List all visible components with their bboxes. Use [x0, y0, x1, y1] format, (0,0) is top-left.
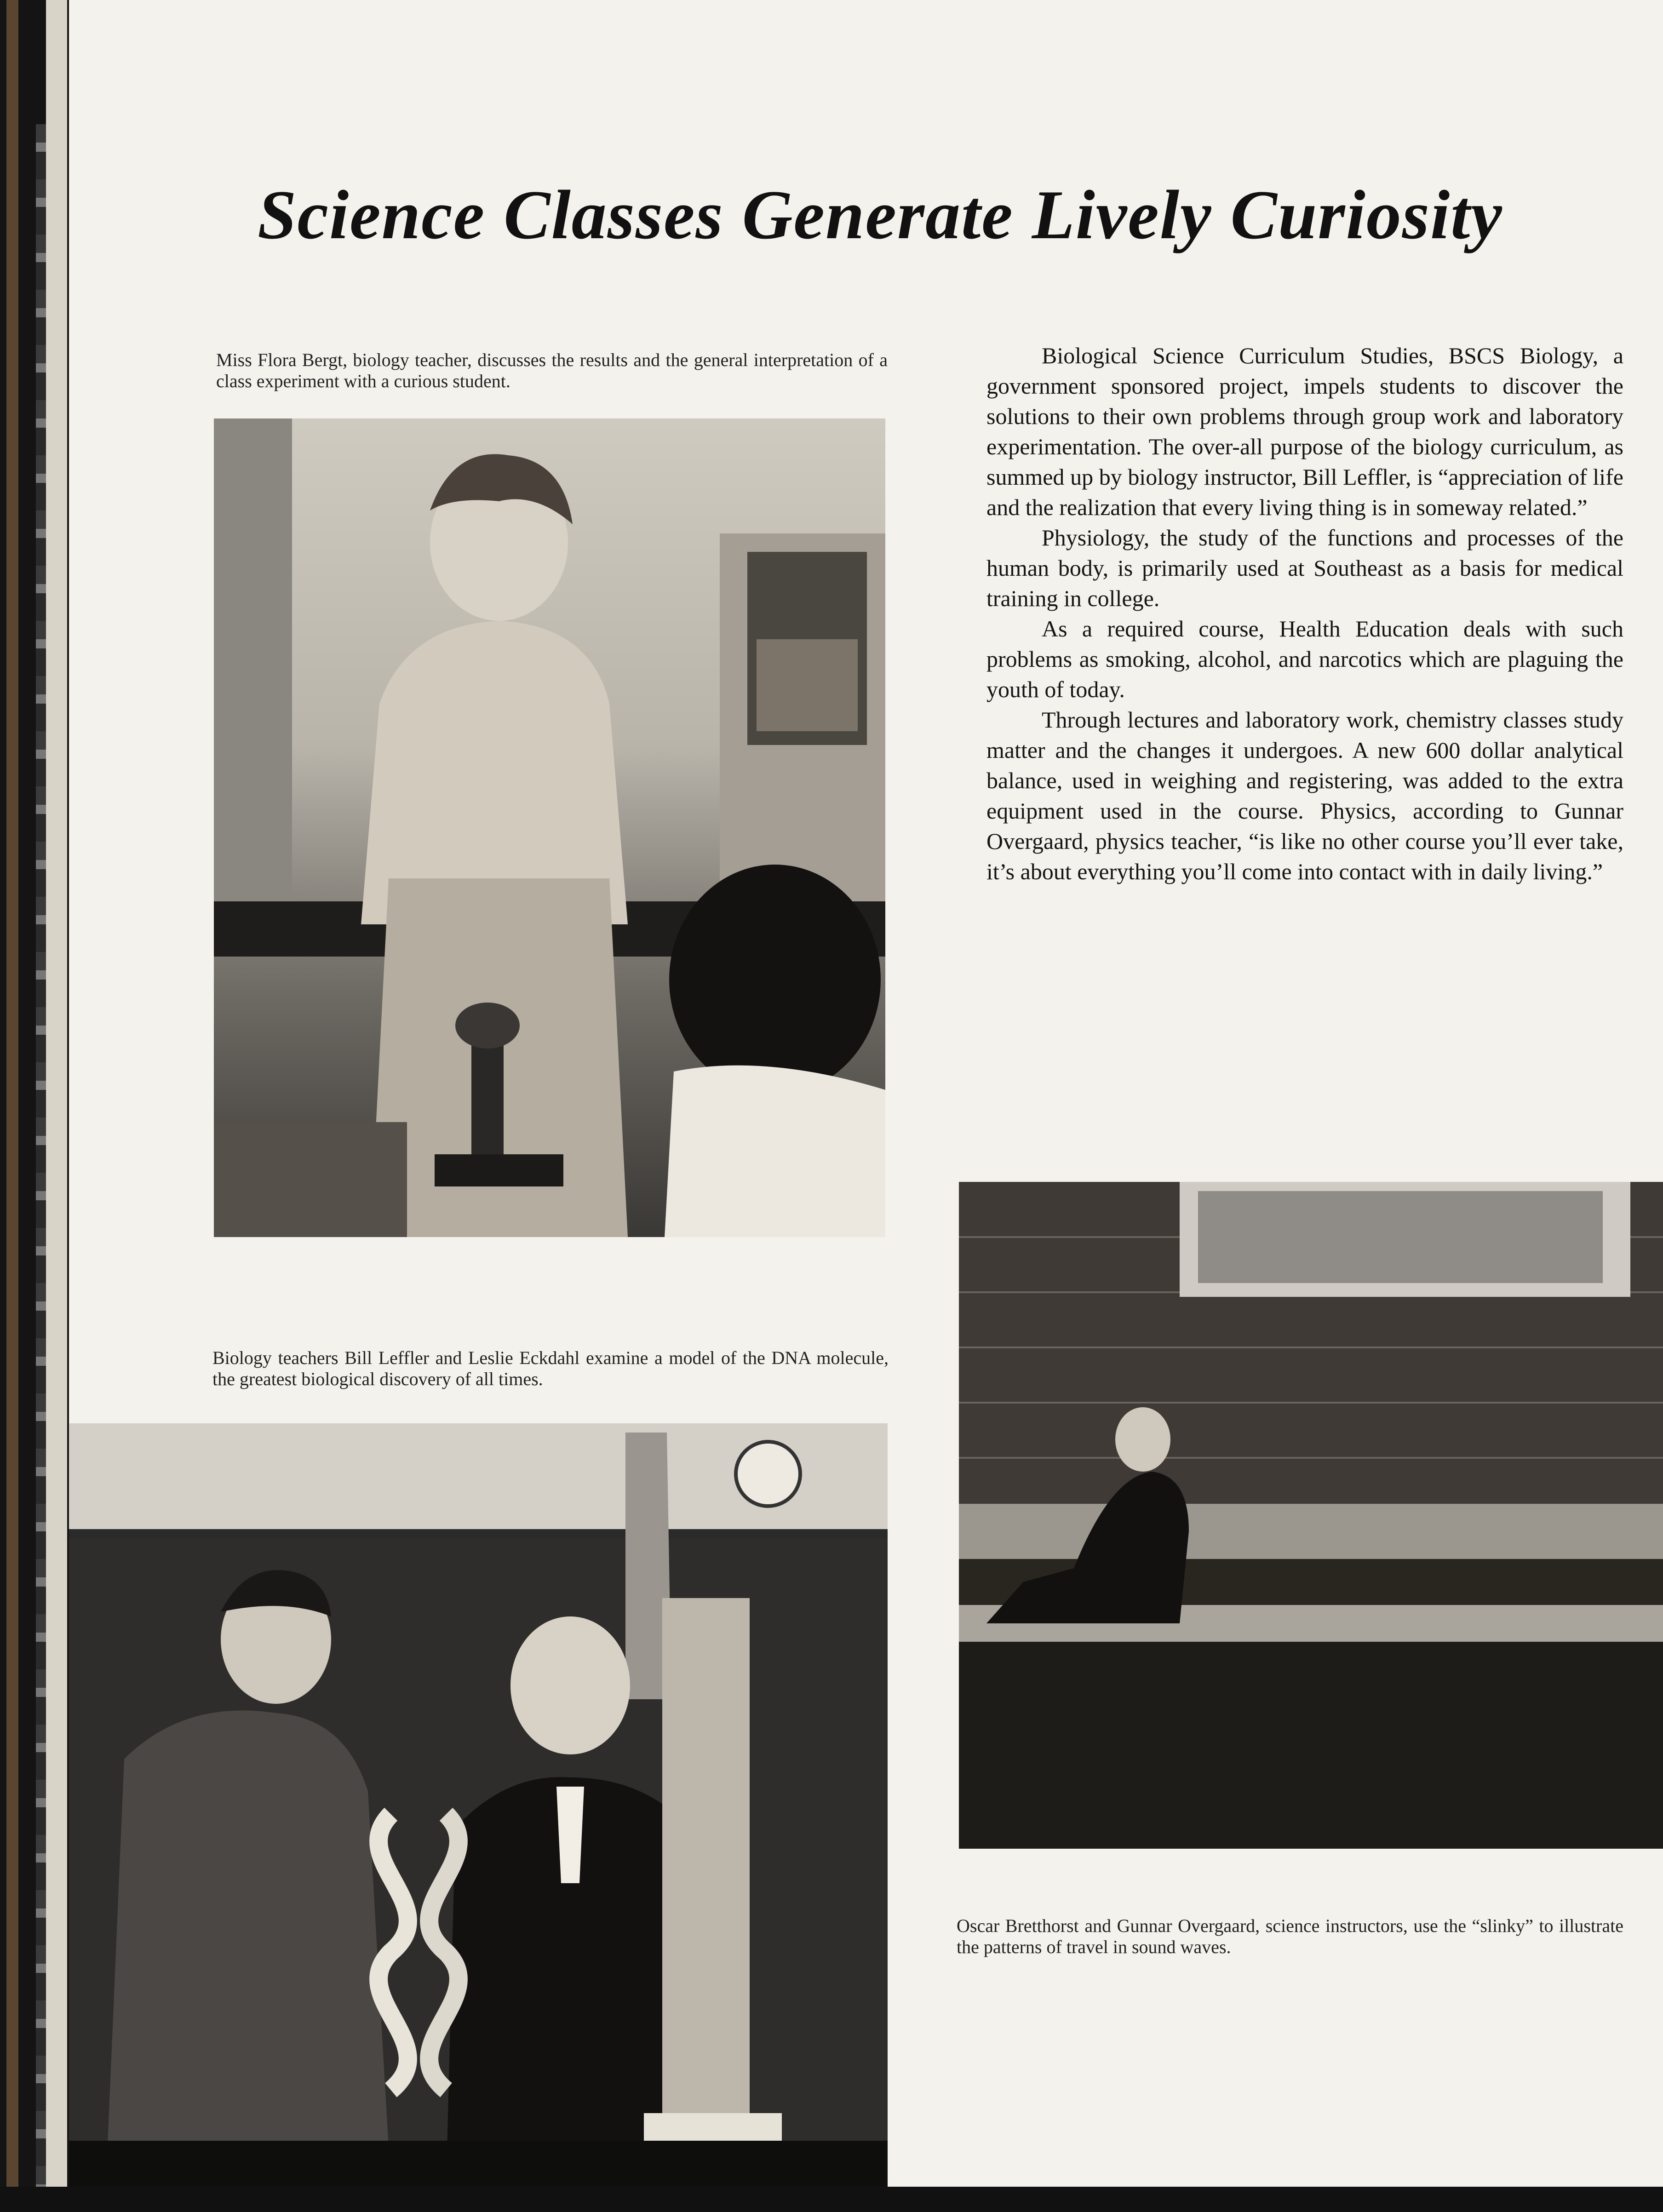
- article-body: [986, 340, 1623, 887]
- photo-biology-teacher-student: [214, 418, 885, 1237]
- page-title: Science Classes Generate Lively Curiosity: [258, 176, 1503, 253]
- article-paragraph: Through lectures and laboratory work, chemistry classes study matter and the changes it undergoes. A new 600 dollar analytical balance, used in weighing and registering, was added to the extra equipment used in the course. Physics, according to Gunnar Overgaard, physics teacher, “is like no other course you’ll ever take, it’s about everything you’ll come into contact with in daily living.”: [986, 707, 1623, 884]
- article-paragraph: Biological Science Curriculum Studies, BSCS Biology, a government sponsored project, impels students to discover the solutions to their own problems through group work and laboratory experimentation. The over-all purpose of the biology curriculum, as summed up by biology instructor, Bill Leffler, is “appreciation of life and the realization that every living thing is in someway related.”: [986, 343, 1623, 520]
- article-paragraph: Physiology, the study of the functions and processes of the human body, is primarily used at Southeast as a basis for medical training in college.: [986, 525, 1623, 611]
- photo-slinky-sound-waves: [959, 1182, 1663, 1849]
- binding-strip: [6, 0, 18, 2212]
- caption-dna-model: Biology teachers Bill Leffler and Leslie Eckdahl examine a model of the DNA molecule, the greatest biological discovery of all times.: [212, 1347, 889, 1389]
- page-bottom-edge: [0, 2187, 1663, 2212]
- caption-flora-bergt: Miss Flora Bergt, biology teacher, discusses the results and the general interpretation of a class experiment with a curious student.: [216, 350, 888, 391]
- caption-slinky: Oscar Bretthorst and Gunnar Overgaard, science instructors, use the “slinky” to illustrate the patterns of travel in sound waves.: [957, 1915, 1623, 1957]
- photo-dna-model-teachers: [69, 1423, 888, 2187]
- article-paragraph: As a required course, Health Education deals with such problems as smoking, alcohol, and narcotics which are plaguing the youth of today.: [986, 616, 1623, 702]
- page-margin-strip: [46, 0, 67, 2212]
